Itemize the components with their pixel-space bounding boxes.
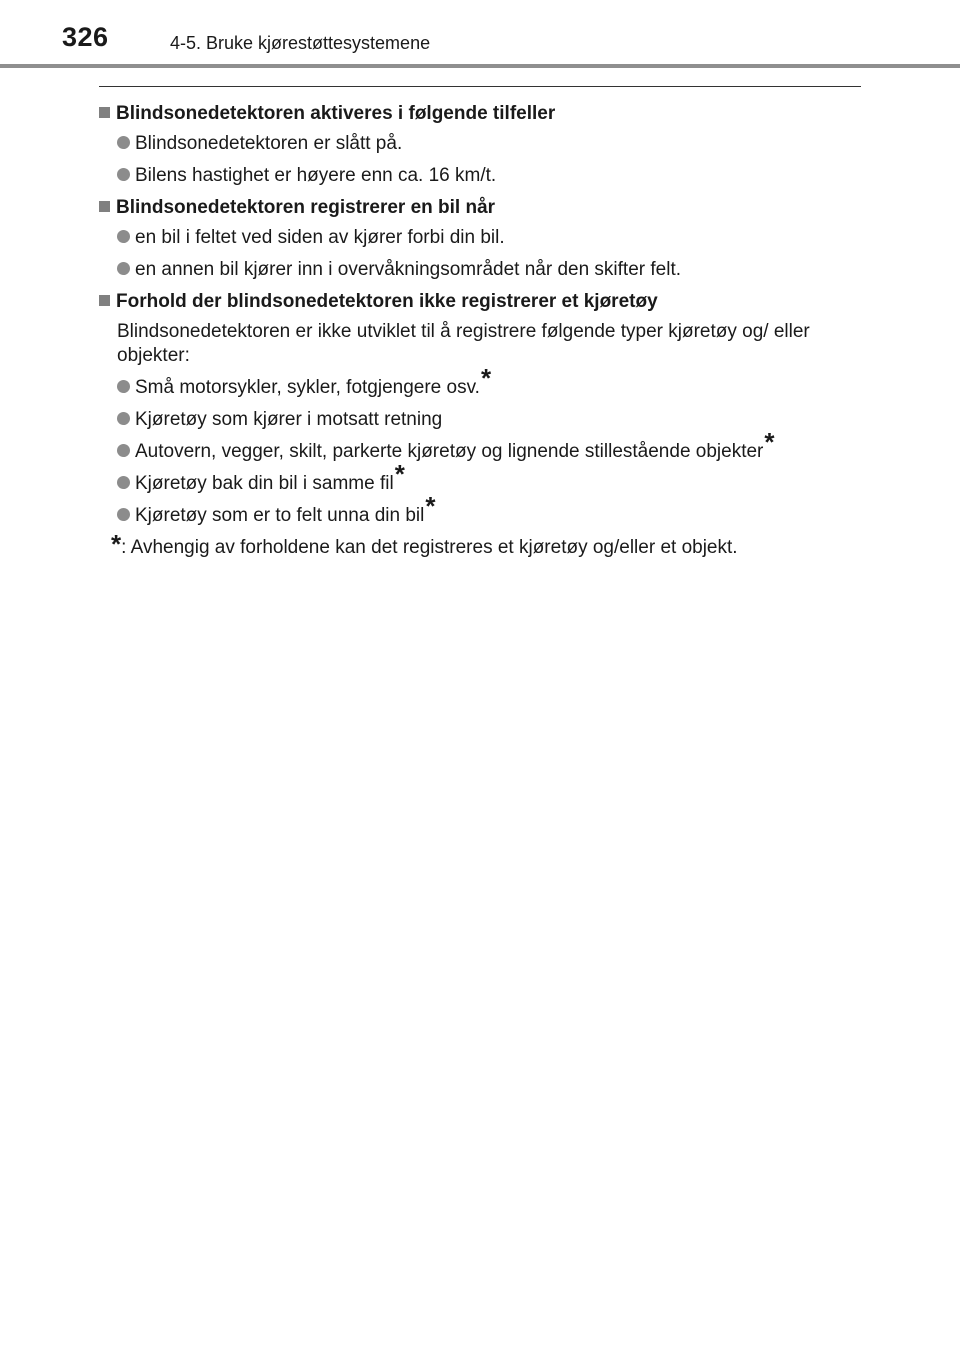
footnote-marker: *: [425, 491, 436, 521]
square-bullet-icon: [99, 201, 110, 212]
list-item: [99, 164, 869, 188]
section-heading: [99, 102, 869, 126]
footnote-marker: *: [394, 459, 405, 489]
list-item-text: en annen bil kjører inn i overvåkningsområdet når den skifter felt.: [135, 259, 681, 280]
list-item-text: en bil i feltet ved siden av kjører forbi din bil.: [135, 227, 505, 248]
content-rule: [99, 86, 861, 87]
square-bullet-icon: [99, 295, 110, 306]
list-item: [99, 132, 869, 156]
round-bullet-icon: [117, 476, 130, 489]
page-number: 326: [62, 22, 109, 52]
list-item-text: Kjøretøy bak din bil i samme fil: [135, 473, 394, 494]
list-item-text: Bilens hastighet er høyere enn ca. 16 km/t.: [135, 165, 497, 186]
round-bullet-icon: [117, 262, 130, 275]
list-item: [99, 363, 869, 400]
list-item-text: Kjøretøy som kjører i motsatt retning: [135, 409, 443, 430]
footnote: * : Avhengig av forholdene kan det registreres et kjøretøy og/eller et objekt.: [111, 529, 738, 559]
heading-text: Blindsonedetektoren aktiveres i følgende tilfeller: [116, 103, 556, 124]
round-bullet-icon: [117, 508, 130, 521]
square-bullet-icon: [99, 107, 110, 118]
footnote-marker: *: [480, 363, 492, 393]
list-item-text: Kjøretøy som er to felt unna din bil: [135, 505, 425, 526]
round-bullet-icon: [117, 412, 130, 425]
footnote-marker: *: [764, 427, 775, 457]
list-item-text: Blindsonedetektoren er slått på.: [135, 133, 403, 154]
list-item: [99, 408, 869, 432]
list-item: [99, 459, 869, 496]
section-heading: [99, 290, 869, 314]
chapter-title: 4-5. Bruke kjørestøttesystemene: [170, 33, 431, 53]
list-item: [99, 427, 869, 464]
section-heading: [99, 196, 869, 220]
heading-text: Forhold der blindsonedetektoren ikke registrerer et kjøretøy: [116, 291, 658, 312]
list-item-text: Små motorsykler, sykler, fotgjengere osv.: [135, 377, 480, 398]
round-bullet-icon: [117, 444, 130, 457]
round-bullet-icon: [117, 168, 130, 181]
section-paragraph: Blindsonedetektoren er ikke utviklet til å registrere følgende typer kjøretøy og/ eller objekter:: [117, 321, 810, 366]
list-item: [99, 226, 869, 250]
list-item-text: Autovern, vegger, skilt, parkerte kjøretøy og lignende stillestående objekter: [135, 441, 764, 462]
round-bullet-icon: [117, 380, 130, 393]
content-body: [99, 96, 869, 560]
round-bullet-icon: [117, 230, 130, 243]
round-bullet-icon: [117, 136, 130, 149]
header-rule: [0, 64, 960, 68]
footnote-text: : Avhengig av forholdene kan det registreres et kjøretøy og/eller et objekt.: [121, 537, 738, 558]
list-item: [99, 491, 869, 528]
heading-text: Blindsonedetektoren registrerer en bil når: [116, 197, 496, 218]
list-item: [99, 258, 869, 282]
